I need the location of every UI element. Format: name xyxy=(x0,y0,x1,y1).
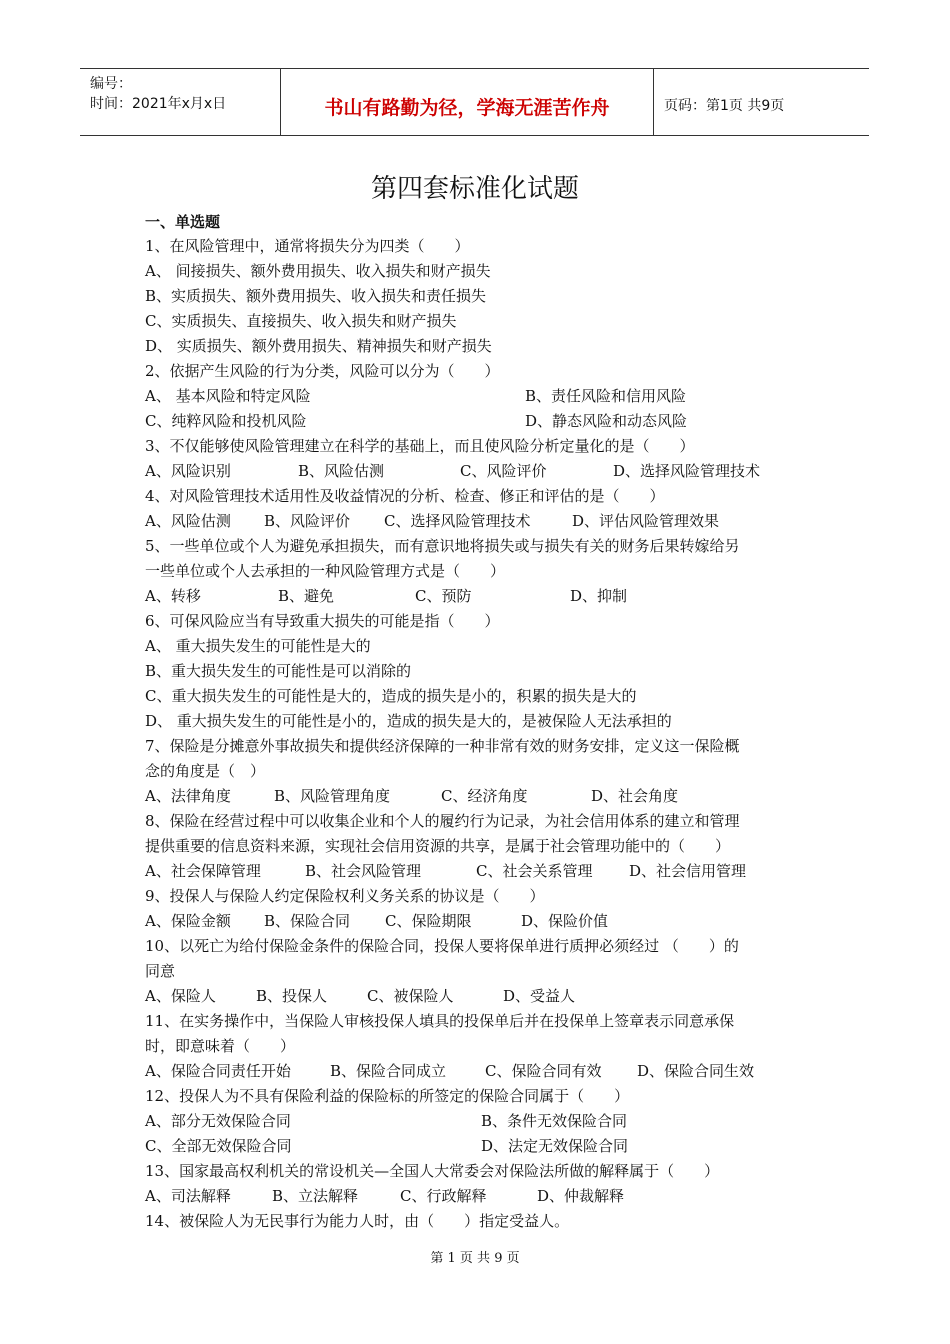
option-row xyxy=(145,509,810,534)
section-heading: 一、单选题 xyxy=(145,213,221,231)
option-text: D、社会角度 xyxy=(591,787,679,805)
line-text: C、重大损失发生的可能性是大的，造成的损失是小的，积累的损失是大的 xyxy=(145,687,637,705)
text-line xyxy=(145,284,810,309)
line-text: B、实质损失、额外费用损失、收入损失和责任损失 xyxy=(145,287,487,305)
line-text: 8、保险在经营过程中可以收集企业和个人的履约行为记录，为社会信用体系的建立和管理 xyxy=(145,812,740,830)
text-line xyxy=(145,434,810,459)
line-text: 时，即意味着（ ） xyxy=(145,1037,296,1055)
option-text: D、静态风险和动态风险 xyxy=(525,412,688,430)
option-text: A、司法解释 xyxy=(145,1187,231,1205)
text-line xyxy=(145,834,810,859)
header-motto-cell xyxy=(280,69,654,135)
option-text: C、保险合同有效 xyxy=(485,1062,602,1080)
line-text: 6、可保风险应当有导致重大损失的可能是指（ ） xyxy=(145,612,500,630)
line-text: 3、不仅能够使风险管理建立在科学的基础上，而且使风险分析定量化的是（ ） xyxy=(145,437,695,455)
option-text: A、部分无效保险合同 xyxy=(145,1112,291,1130)
text-line xyxy=(145,359,810,384)
option-row xyxy=(145,1059,810,1084)
option-text: B、避免 xyxy=(278,587,335,605)
option-text: C、全部无效保险合同 xyxy=(145,1137,292,1155)
line-text: 一些单位或个人去承担的一种风险管理方式是（ ） xyxy=(145,562,506,580)
text-line xyxy=(145,334,810,359)
page-footer: 第 1 页 共 9 页 xyxy=(430,1251,520,1266)
line-text: 同意 xyxy=(145,962,176,980)
option-text: A、保险人 xyxy=(145,987,216,1005)
question-list xyxy=(145,210,810,1234)
text-line xyxy=(145,484,810,509)
text-line xyxy=(145,1009,810,1034)
option-text: C、选择风险管理技术 xyxy=(384,512,531,530)
option-text: D、保险合同生效 xyxy=(637,1062,755,1080)
line-text: C、实质损失、直接损失、收入损失和财产损失 xyxy=(145,312,457,330)
option-text: C、经济角度 xyxy=(441,787,528,805)
text-line xyxy=(145,534,810,559)
option-text: A、风险识别 xyxy=(145,462,231,480)
option-text: A、保险合同责任开始 xyxy=(145,1062,291,1080)
line-text: 9、投保人与保险人约定保险权利义务关系的协议是（ ） xyxy=(145,887,545,905)
option-row xyxy=(145,1109,810,1134)
document-title: 第四套标准化试题 xyxy=(370,174,579,204)
line-text: 5、一些单位或个人为避免承担损失，而有意识地将损失或与损失有关的财务后果转嫁给另 xyxy=(145,537,740,555)
option-text: B、条件无效保险合同 xyxy=(481,1112,628,1130)
line-text: 提供重要的信息资料来源，实现社会信用资源的共享，是属于社会管理功能中的（ ） xyxy=(145,837,731,855)
line-text: 13、国家最高权利机关的常设机关—全国人大常委会对保险法所做的解释属于（ ） xyxy=(145,1162,720,1180)
option-text: B、立法解释 xyxy=(272,1187,359,1205)
option-text: A、保险金额 xyxy=(145,912,231,930)
line-text: 1、在风险管理中，通常将损失分为四类（ ） xyxy=(145,237,470,255)
option-text: B、社会风险管理 xyxy=(305,862,422,880)
option-text: B、保险合同成立 xyxy=(330,1062,447,1080)
text-line xyxy=(145,259,810,284)
option-text: C、纯粹风险和投机风险 xyxy=(145,412,307,430)
line-text: D、 重大损失发生的可能性是小的，造成的损失是大的，是被保险人无法承担的 xyxy=(145,712,672,730)
text-line xyxy=(145,734,810,759)
text-line xyxy=(145,634,810,659)
option-row xyxy=(145,1134,810,1159)
option-text: A、社会保障管理 xyxy=(145,862,261,880)
option-text: B、保险合同 xyxy=(264,912,351,930)
text-line xyxy=(145,759,810,784)
line-text: A、 间接损失、额外费用损失、收入损失和财产损失 xyxy=(145,262,491,280)
option-text: B、风险估测 xyxy=(298,462,385,480)
option-text: A、转移 xyxy=(145,587,201,605)
page-code: 页码：第1页 共9页 xyxy=(664,98,785,114)
option-row xyxy=(145,859,810,884)
line-text: 14、被保险人为无民事行为能力人时，由（ ）指定受益人。 xyxy=(145,1212,570,1230)
page-header xyxy=(80,68,869,136)
code-label: 编号： xyxy=(90,76,132,92)
option-row xyxy=(145,384,810,409)
text-line xyxy=(145,709,810,734)
option-text: B、风险评价 xyxy=(264,512,351,530)
line-text: 12、投保人为不具有保险利益的保险标的所签定的保险合同属于（ ） xyxy=(145,1087,630,1105)
line-text: 念的角度是（ ） xyxy=(145,762,266,780)
text-line xyxy=(145,1034,810,1059)
text-line xyxy=(145,309,810,334)
option-text: B、责任风险和信用风险 xyxy=(525,387,687,405)
option-text: A、 基本风险和特定风险 xyxy=(145,387,311,405)
line-text: D、 实质损失、额外费用损失、精神损失和财产损失 xyxy=(145,337,492,355)
text-line xyxy=(145,559,810,584)
option-row xyxy=(145,584,810,609)
option-row xyxy=(145,459,810,484)
option-text: A、风险估测 xyxy=(145,512,231,530)
line-text: B、重大损失发生的可能性是可以消除的 xyxy=(145,662,412,680)
text-line xyxy=(145,1159,810,1184)
option-text: A、法律角度 xyxy=(145,787,231,805)
header-meta xyxy=(80,69,280,135)
option-text: C、被保险人 xyxy=(367,987,454,1005)
text-line xyxy=(145,934,810,959)
text-line xyxy=(145,959,810,984)
option-text: C、社会关系管理 xyxy=(476,862,593,880)
date-label: 时间：2021年x月x日 xyxy=(90,96,227,112)
line-text: 4、对风险管理技术适用性及收益情况的分析、检查、修正和评估的是（ ） xyxy=(145,487,665,505)
option-row xyxy=(145,784,810,809)
line-text: A、 重大损失发生的可能性是大的 xyxy=(145,637,371,655)
option-text: D、仲裁解释 xyxy=(537,1187,625,1205)
option-text: C、保险期限 xyxy=(385,912,472,930)
option-text: D、法定无效保险合同 xyxy=(481,1137,629,1155)
option-text: B、投保人 xyxy=(256,987,328,1005)
text-line xyxy=(145,684,810,709)
option-text: D、评估风险管理效果 xyxy=(572,512,720,530)
header-page-cell xyxy=(654,69,869,135)
option-text: D、保险价值 xyxy=(521,912,609,930)
option-text: C、预防 xyxy=(415,587,472,605)
option-text: D、社会信用管理 xyxy=(629,862,747,880)
text-line xyxy=(145,1209,810,1234)
option-row xyxy=(145,909,810,934)
line-text: 7、保险是分摊意外事故损失和提供经济保障的一种非常有效的财务安排，定义这一保险概 xyxy=(145,737,740,755)
option-text: D、受益人 xyxy=(503,987,576,1005)
text-line xyxy=(145,1084,810,1109)
text-line xyxy=(145,884,810,909)
line-text: 10、以死亡为给付保险金条件的保险合同，投保人要将保单进行质押必须经过 （ ）的 xyxy=(145,937,739,955)
option-text: B、风险管理角度 xyxy=(274,787,391,805)
option-text: C、风险评价 xyxy=(460,462,547,480)
line-text: 11、在实务操作中，当保险人审核投保人填具的投保单后并在投保单上签章表示同意承保 xyxy=(145,1012,735,1030)
option-row xyxy=(145,984,810,1009)
option-row xyxy=(145,1184,810,1209)
text-line xyxy=(145,659,810,684)
text-line xyxy=(145,809,810,834)
text-line xyxy=(145,234,810,259)
option-text: D、选择风险管理技术 xyxy=(613,462,761,480)
text-line xyxy=(145,609,810,634)
option-row xyxy=(145,409,810,434)
motto: 书山有路勤为径，学海无涯苦作舟 xyxy=(324,97,610,119)
option-text: C、行政解释 xyxy=(400,1187,487,1205)
line-text: 2、依据产生风险的行为分类，风险可以分为（ ） xyxy=(145,362,500,380)
option-text: D、抑制 xyxy=(570,587,628,605)
